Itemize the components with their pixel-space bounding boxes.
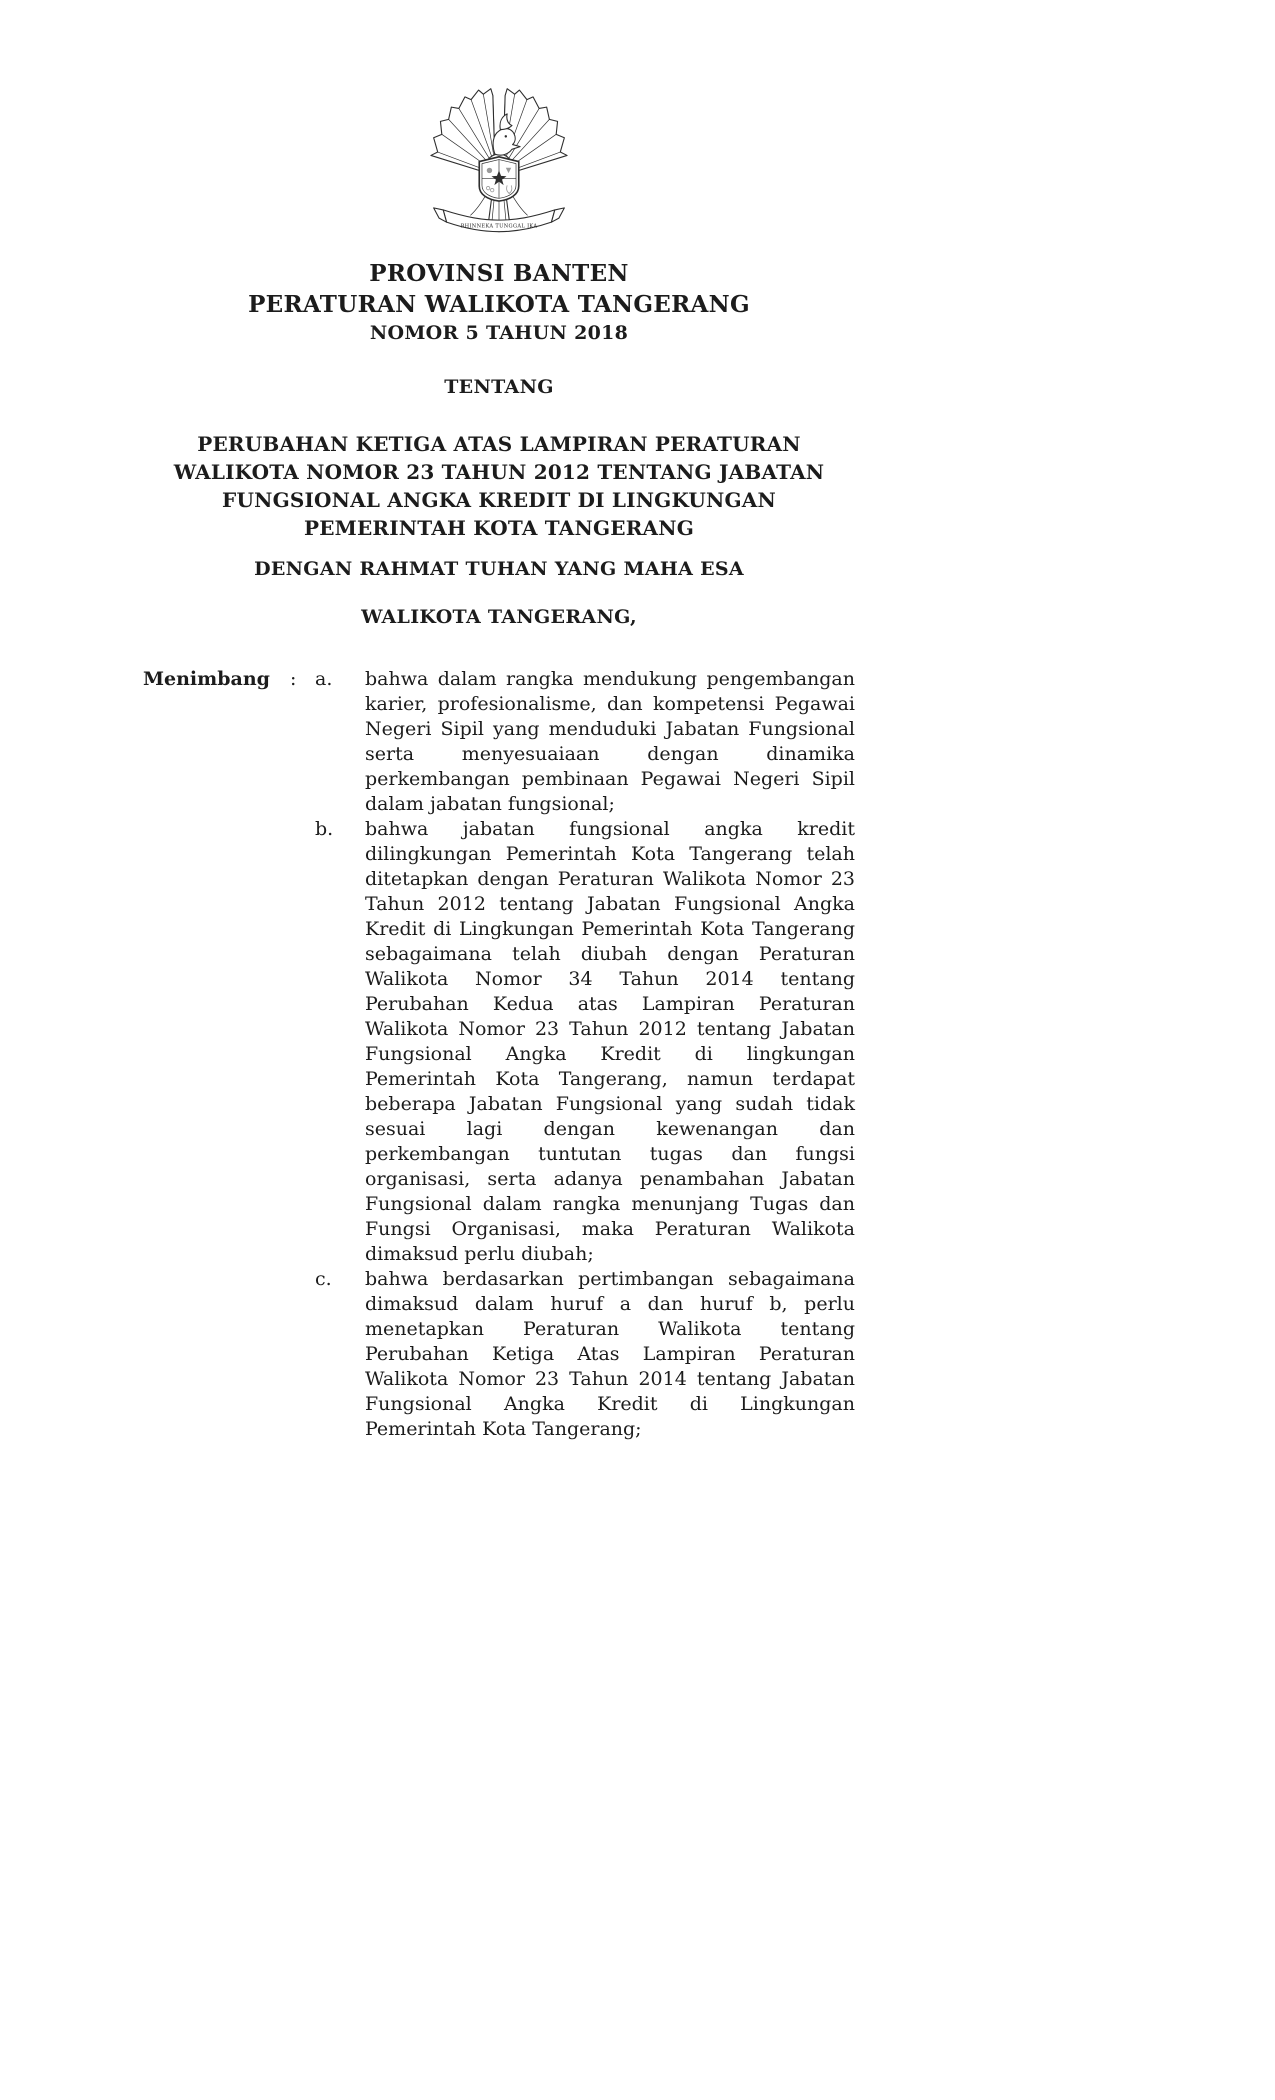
item-text: bahwa jabatan fungsional angka kredit dilingkungan Pemerintah Kota Tangerang telah ditetapkan dengan Peraturan Walikota Nomor 23 Tahun 2012 tentang Jabatan Fungsional Angka Kredit di Lingkungan Pemerintah Kota Tangerang sebagaimana telah diubah dengan Peraturan Walikota Nomor 34 Tahun 2014 tentang Perubahan Kedua atas Lampiran Peraturan Walikota Nomor 23 Tahun 2012 tentang Jabatan Fungsional Angka Kredit di lingkungan Pemerintah Kota Tangerang, namun terdapat beberapa Jabatan Fungsional yang sudah tidak sesuai lagi dengan kewenangan dan perkembangan tuntutan tugas dan fungsi organisasi, serta adanya penambahan Jabatan Fungsional dalam rangka menunjang Tugas dan Fungsi Organisasi, maka Peraturan Walikota dimaksud perlu diubah; [365, 818, 855, 1265]
about-label: TENTANG [444, 376, 554, 398]
emblem-banner-text: BHINNEKA TUNGGAL IKA [460, 223, 538, 230]
garuda-pancasila-icon [424, 86, 574, 246]
considering-label: Menimbang [143, 668, 270, 690]
considering-item-b [315, 817, 855, 1267]
item-text: bahwa berdasarkan pertimbangan sebagaimana dimaksud dalam huruf a dan huruf b, perlu menetapkan Peraturan Walikota tentang Perubahan Ketiga Atas Lampiran Peraturan Walikota Nomor 23 Tahun 2014 tentang Jabatan Fungsional Angka Kredit di Lingkungan Pemerintah Kota Tangerang; [365, 1268, 855, 1440]
considering-section [143, 667, 855, 1442]
considering-item-a [315, 667, 855, 817]
considering-colon: : [290, 668, 297, 690]
invocation-line: DENGAN RAHMAT TUHAN YANG MAHA ESA [254, 558, 744, 580]
considering-items [315, 667, 855, 1442]
item-marker: c. [315, 1268, 332, 1290]
item-marker: a. [315, 668, 333, 690]
regulation-subject: PERUBAHAN KETIGA ATAS LAMPIRAN PERATURAN WALIKOTA NOMOR 23 TAHUN 2012 TENTANG JABATAN FUNGSIONAL ANGKA KREDIT DI LINGKUNGAN PEMERINTAH KOTA TANGERANG [173, 432, 825, 540]
garuda-pancasila-emblem [143, 86, 855, 248]
considering-item-c [315, 1267, 855, 1442]
title-block [143, 258, 855, 346]
item-text: bahwa dalam rangka mendukung pengembangan karier, profesionalisme, dan kompetensi Pegawai Negeri Sipil yang menduduki Jabatan Fungsional serta menyesuaiaan dengan dinamika perkembangan pembinaan Pegawai Negeri Sipil dalam jabatan fungsional; [365, 668, 855, 815]
province-title: PROVINSI BANTEN [369, 260, 629, 287]
regulation-title: PERATURAN WALIKOTA TANGERANG [248, 291, 750, 318]
authority-line: WALIKOTA TANGERANG, [361, 606, 637, 628]
regulation-number: NOMOR 5 TAHUN 2018 [369, 322, 629, 344]
document-content [143, 86, 855, 1442]
item-marker: b. [315, 818, 334, 840]
